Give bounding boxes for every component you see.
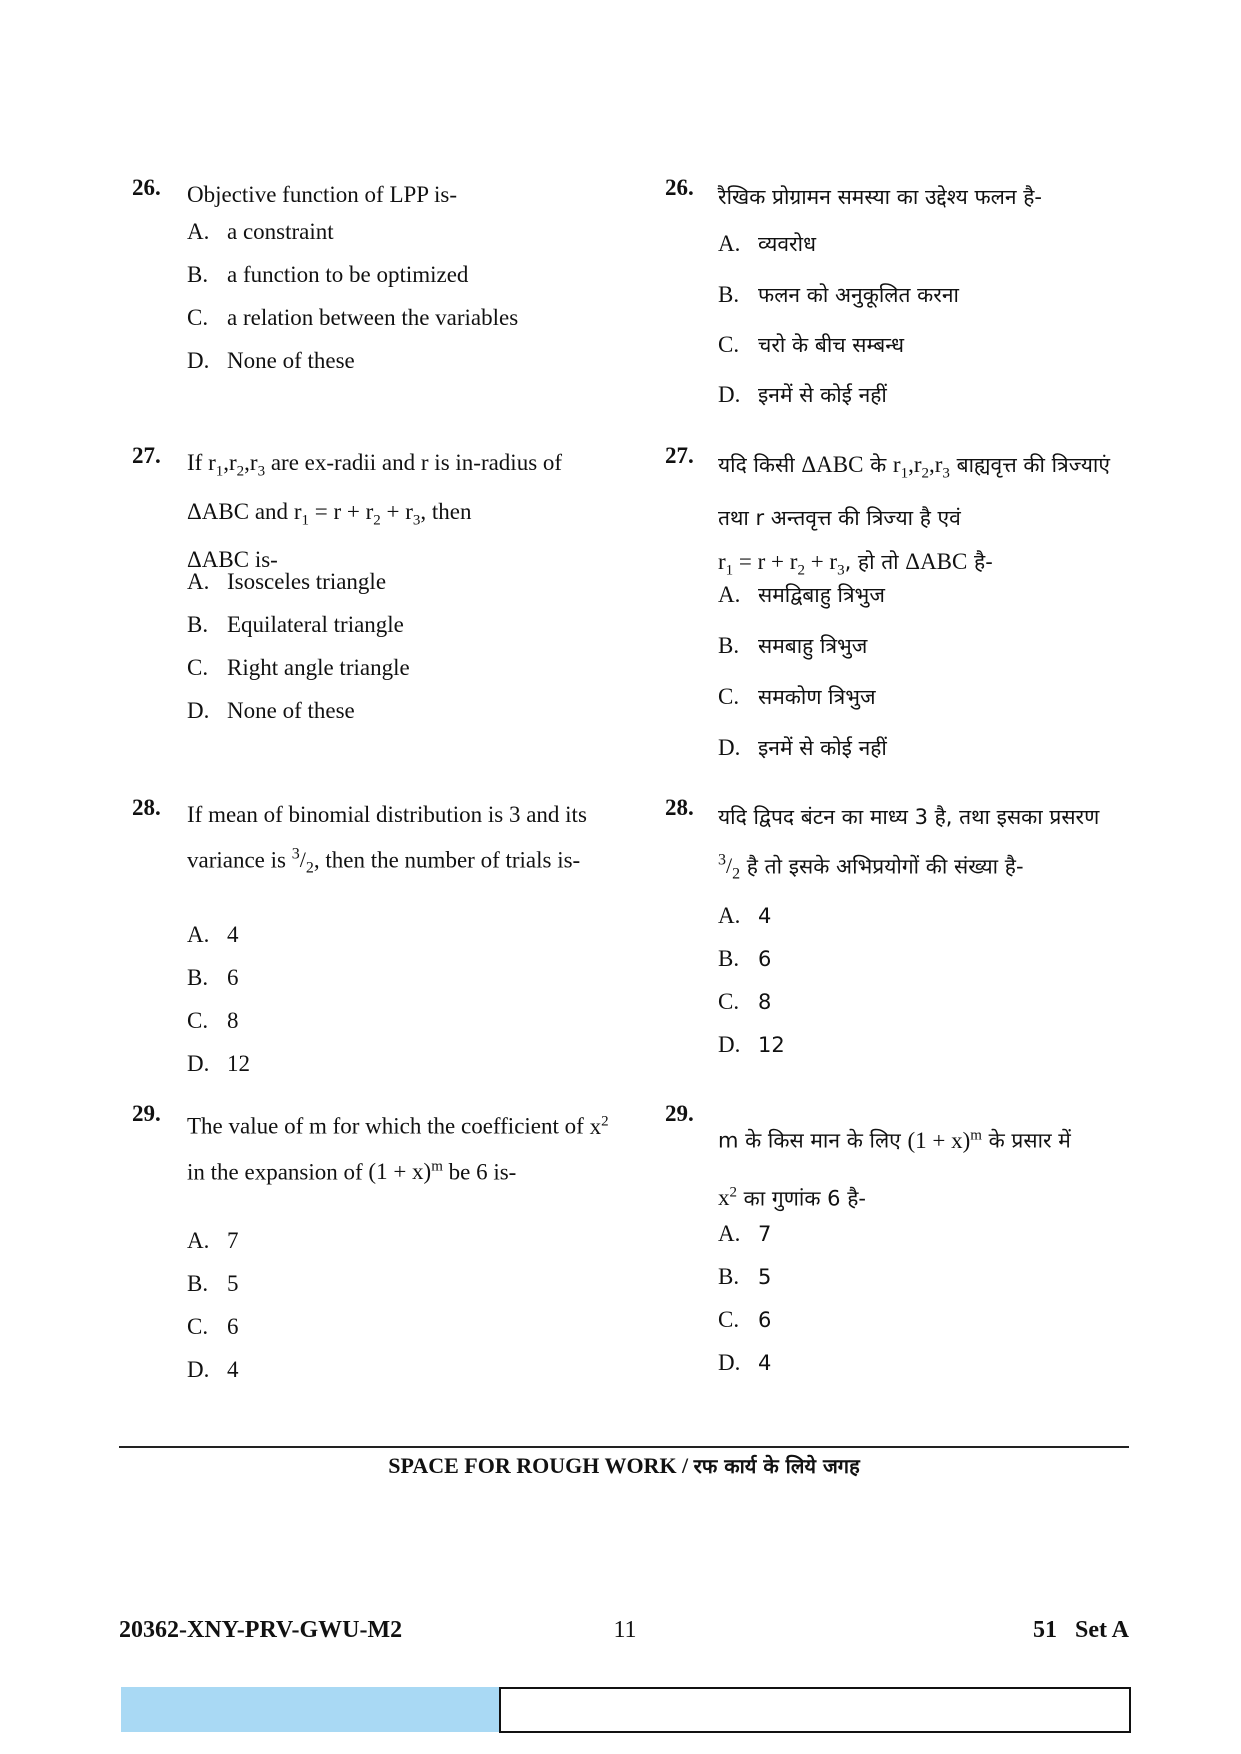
- option-d: D. 4: [718, 1350, 772, 1375]
- question-number: 26.: [665, 175, 694, 200]
- question-number: 29.: [665, 1101, 694, 1126]
- option-b: B. समबाहु त्रिभुज: [718, 633, 868, 658]
- rough-work-heading: SPACE FOR ROUGH WORK / रफ कार्य के लिये जगह: [388, 1453, 860, 1478]
- paper-code: 20362-XNY-PRV-GWU-M2: [119, 1617, 403, 1643]
- option-c: C. 6: [718, 1307, 772, 1332]
- question-number: 28.: [665, 795, 694, 820]
- option-a: A. 4: [187, 922, 239, 947]
- set-label: 51 Set A: [1033, 1617, 1129, 1643]
- option-d: D. इनमें से कोई नहीं: [718, 382, 887, 407]
- option-a: A. 4: [718, 903, 772, 928]
- footer-color-bar: [121, 1687, 499, 1732]
- option-b: B. Equilateral triangle: [187, 612, 404, 637]
- option-d: D. 12: [187, 1051, 250, 1076]
- option-c: C. चरो के बीच सम्बन्ध: [718, 332, 905, 357]
- option-d: D. 12: [718, 1032, 785, 1057]
- option-c: C. समकोण त्रिभुज: [718, 684, 876, 709]
- fraction: $^3/_2$: [291, 846, 314, 877]
- footer-blank-box: [499, 1687, 1131, 1733]
- option-d: D. None of these: [187, 348, 355, 373]
- option-c: C. 8: [718, 989, 772, 1014]
- option-b: B. 6: [718, 946, 772, 971]
- question-text: If $r_1,r_2,r_3$ are ex-radii and r is in-radius of ΔABC and $r_1 = r + r_2 + r_3$, then ΔABC is-: [187, 450, 563, 573]
- option-c: C. a relation between the variables: [187, 305, 519, 330]
- option-a: A. 7: [718, 1221, 772, 1246]
- option-a: A. a constraint: [187, 219, 334, 244]
- question-number: 28.: [132, 795, 161, 820]
- option-d: D. None of these: [187, 698, 355, 723]
- question-text: यदि किसी ΔABC के $r_1,r_2,r_3$ बाह्यवृत्त की त्रिज्याएं तथा r अन्तवृत्त की त्रिज्या है एवं $r_1 = r + r_2 + r_3$, हो तो ΔABC है-: [718, 452, 1110, 579]
- option-b: B. फलन को अनुकूलित करना: [718, 282, 959, 307]
- option-d: D. इनमें से कोई नहीं: [718, 735, 887, 760]
- option-d: D. 4: [187, 1357, 239, 1382]
- option-b: B. a function to be optimized: [187, 262, 469, 287]
- question-text: If mean of binomial distribution is 3 and its variance is $^3/_2$, then the number of trials is-: [187, 802, 587, 877]
- question-text: यदि द्विपद बंटन का माध्य 3 है, तथा इसका प्रसरण $^3/_2$ है तो इसके अभिप्रयोगों की संख्या है-: [718, 805, 1100, 883]
- question-text: m के किस मान के लिए $(1 + x)^m$ के प्रसार में $x^2$ का गुणांक 6 है-: [718, 1127, 1071, 1211]
- question-text: रैखिक प्रोग्रामन समस्या का उद्देश्य फलन है-: [718, 185, 1042, 209]
- question-number: 29.: [132, 1101, 161, 1126]
- option-a: A. व्यवरोध: [718, 231, 816, 256]
- question-number: 27.: [132, 443, 161, 468]
- option-c: C. Right angle triangle: [187, 655, 410, 680]
- option-c: C. 8: [187, 1008, 239, 1033]
- fraction: $^3/_2$: [718, 852, 741, 883]
- option-b: B. 5: [718, 1264, 772, 1289]
- option-b: B. 6: [187, 965, 239, 990]
- page-number: 11: [613, 1617, 637, 1643]
- question-text: Objective function of LPP is-: [187, 182, 457, 207]
- option-a: A. समद्विबाहु त्रिभुज: [718, 582, 885, 607]
- question-number: 27.: [665, 443, 694, 468]
- option-b: B. 5: [187, 1271, 239, 1296]
- question-text: The value of m for which the coefficient of $x^2$ in the expansion of $(1 + x)^m$ be 6 is-: [187, 1113, 609, 1185]
- option-a: A. 7: [187, 1228, 239, 1253]
- question-number: 26.: [132, 175, 161, 200]
- option-a: A. Isosceles triangle: [187, 569, 387, 594]
- divider-rule: [119, 1446, 1129, 1448]
- option-c: C. 6: [187, 1314, 239, 1339]
